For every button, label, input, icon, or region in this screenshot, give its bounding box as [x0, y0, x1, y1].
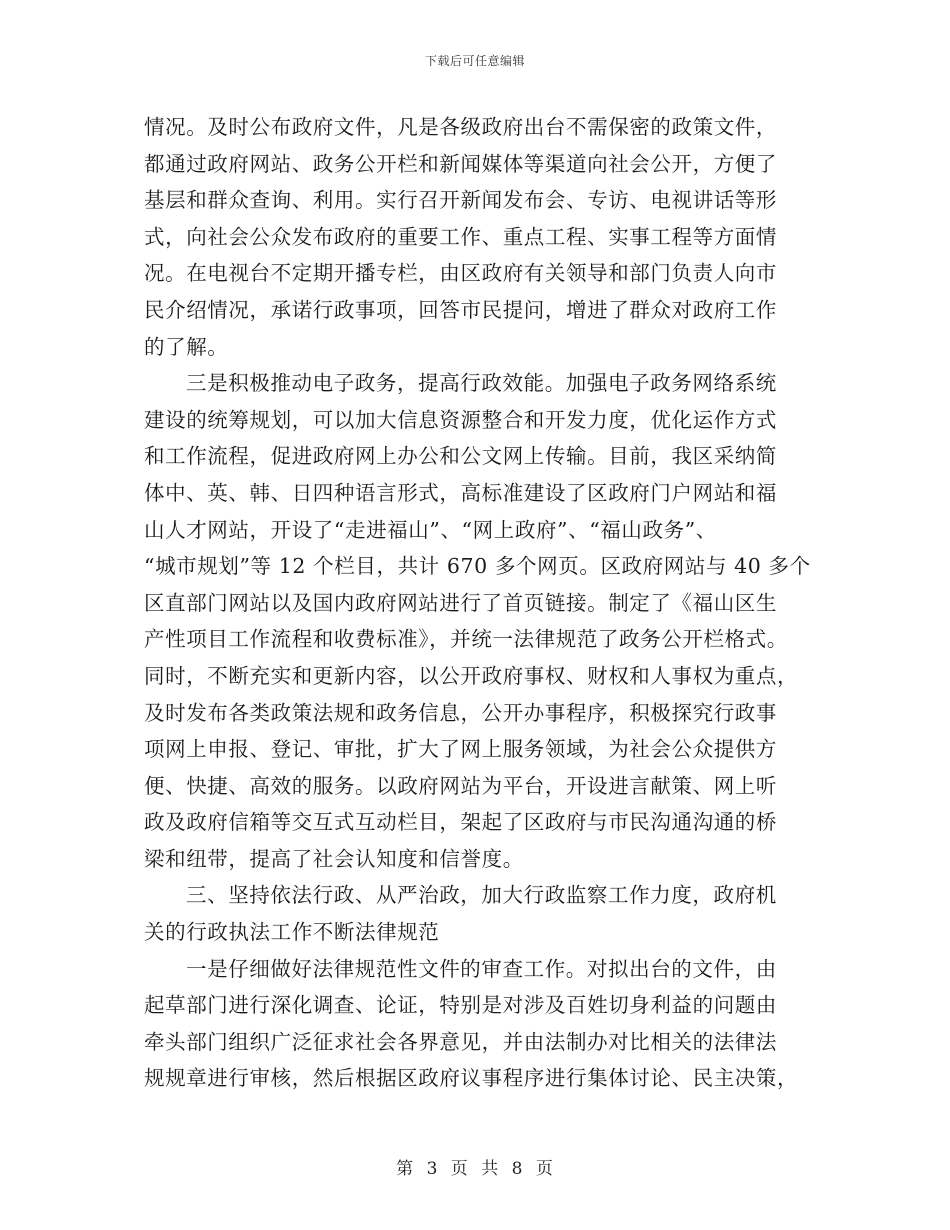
text-line: 产性项目工作流程和收费标准》，并统一法律规范了政务公开栏格式。: [144, 627, 788, 652]
page-footer: 第 3 页 共 8 页: [396, 1159, 554, 1179]
text-line: 规规章进行审核，然后根据区政府议事程序进行集体讨论、民主决策，: [144, 1066, 799, 1091]
text-line: 建设的统筹规划，可以加大信息资源整合和开发力度，优化运作方式: [144, 407, 777, 432]
page-header: 下载后可任意编辑: [424, 54, 525, 68]
text-line: 一是仔细做好法律规范性文件的审查工作。对拟出台的文件，由: [186, 956, 777, 981]
text-line: 关的行政执法工作不断法律规范: [144, 920, 440, 945]
text-line: 情况。及时公布政府文件，凡是各级政府出台不需保密的政策文件，: [144, 115, 777, 139]
text-line: 同时，不断充实和更新内容，以公开政府事权、财权和人事权为重点，: [144, 663, 799, 688]
text-line: 和工作流程，促进政府网上办公和公文网上传输。目前，我区采纳简: [144, 444, 777, 469]
text-line: 山人才网站，开设了“走进福山”、“网上政府”、“福山政务”、: [144, 517, 717, 542]
text-line: 及时发布各类政策法规和政务信息，公开办事程序，积极探究行政事: [144, 700, 777, 725]
text-line: 体中、英、韩、日四种语言形式，高标准建设了区政府门户网站和福: [144, 480, 777, 505]
text-line: 便、快捷、高效的服务。以政府网站为平台，开设进言献策、网上听: [144, 773, 777, 798]
text-line: 项网上申报、登记、审批，扩大了网上服务领域，为社会公众提供方: [144, 737, 777, 762]
text-line: 起草部门进行深化调查、论证，特别是对涉及百姓切身利益的问题由: [144, 993, 777, 1018]
text-line: 梁和纽带，提高了社会认知度和信誉度。: [144, 846, 524, 871]
text-line: 区直部门网站以及国内政府网站进行了首页链接。制定了《福山区生: [144, 590, 777, 615]
text-line: “城市规划”等 12 个栏目，共计 670 多个网页。区政府网站与 40 多个: [144, 554, 811, 579]
text-line: 三是积极推动电子政务，提高行政效能。加强电子政务网络系统: [186, 371, 777, 396]
text-line: 式，向社会公众发布政府的重要工作、重点工程、实事工程等方面情: [144, 224, 777, 249]
text-line: 三、坚持依法行政、从严治政，加大行政监察工作力度，政府机: [186, 883, 777, 908]
text-line: 民介绍情况，承诺行政事项，回答市民提问，增进了群众对政府工作: [144, 297, 777, 322]
text-line: 牵头部门组织广泛征求社会各界意见，并由法制办对比相关的法律法: [144, 1029, 777, 1054]
text-line: 政及政府信箱等交互式互动栏目，架起了区政府与市民沟通沟通的桥: [144, 810, 777, 835]
text-line: 都通过政府网站、政务公开栏和新闻媒体等渠道向社会公开，方便了: [144, 151, 777, 176]
text-line: 况。在电视台不定期开播专栏，由区政府有关领导和部门负责人向市: [144, 261, 777, 286]
text-line: 基层和群众查询、利用。实行召开新闻发布会、专访、电视讲话等形: [144, 188, 777, 213]
text-line: 的了解。: [144, 334, 229, 359]
body-text: [144, 109, 812, 1097]
